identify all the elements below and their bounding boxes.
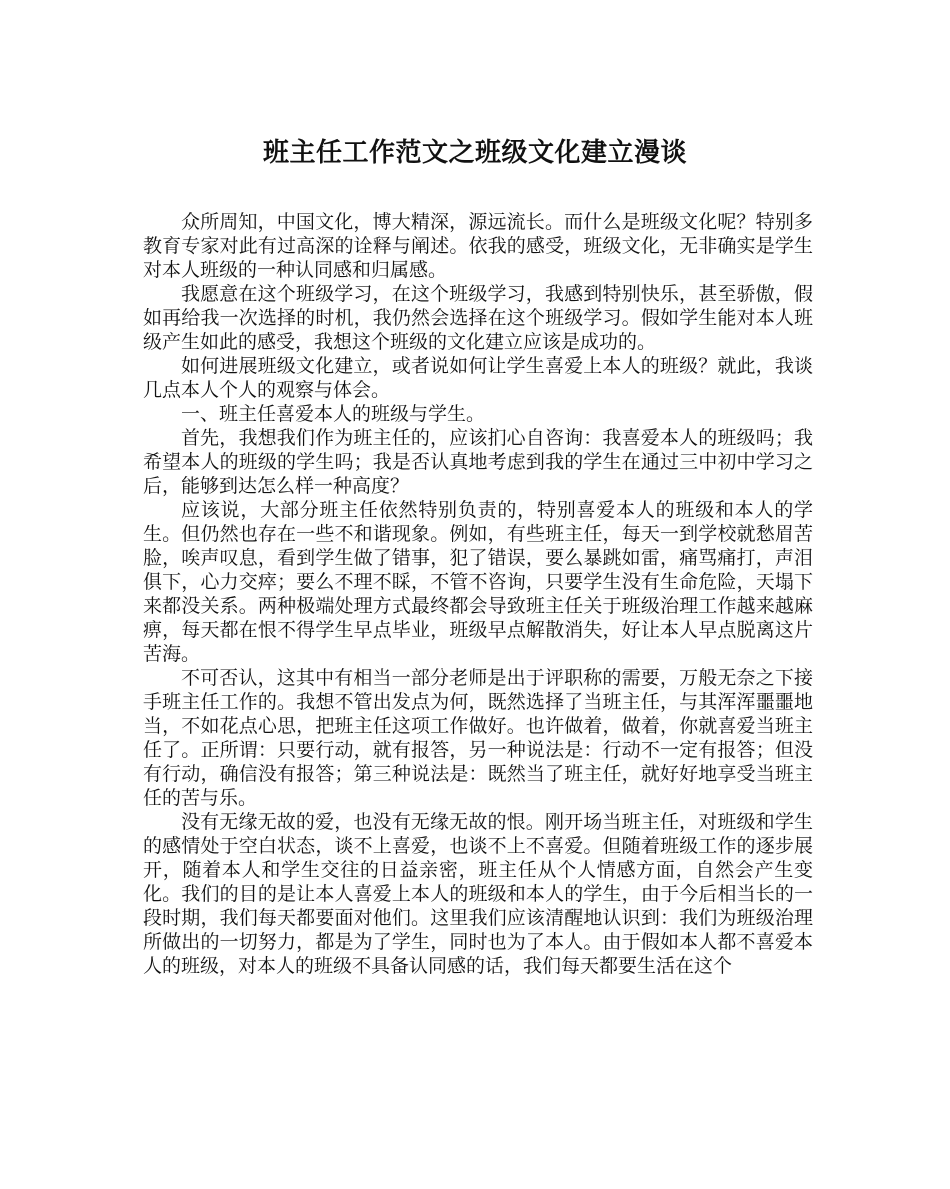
paragraph-2: 我愿意在这个班级学习，在这个班级学习，我感到特别快乐，甚至骄傲，假如再给我一次选择的时机，我仍然会选择在这个班级学习。假如学生能对本人班级产生如此的感受，我想这个班级的文化建立应该是成功的。 bbox=[143, 283, 813, 353]
paragraph-1: 众所周知，中国文化，博大精深，源远流长。而什么是班级文化呢？特别多教育专家对此有过高深的诠释与阐述。依我的感受，班级文化，无非确实是学生对本人班级的一种认同感和归属感。 bbox=[143, 211, 813, 281]
paragraph-3: 如何进展班级文化建立，或者说如何让学生喜爱上本人的班级？就此，我谈几点本人个人的观察与体会。 bbox=[143, 355, 813, 401]
document-body bbox=[143, 210, 813, 978]
paragraph-6: 不可否认，这其中有相当一部分老师是出于评职称的需要，万般无奈之下接手班主任工作的。我想不管出发点为何，既然选择了当班主任，与其浑浑噩噩地当，不如花点心思，把班主任这项工作做好。也许做着，做着，你就喜爱当班主任了。正所谓：只要行动，就有报答，另一种说法是：行动不一定有报答；但没有行动，确信没有报答；第三种说法是：既然当了班主任，就好好地享受当班主任的苦与乐。 bbox=[143, 667, 813, 809]
document-title: 班主任工作范文之班级文化建立漫谈 bbox=[262, 138, 687, 168]
paragraph-7: 没有无缘无故的爱，也没有无缘无故的恨。刚开场当班主任，对班级和学生的感情处于空白状态，谈不上喜爱，也谈不上不喜爱。但随着班级工作的逐步展开，随着本人和学生交往的日益亲密，班主任从个人情感方面，自然会产生变化。我们的目的是让本人喜爱上本人的班级和本人的学生，由于今后相当长的一段时期，我们每天都要面对他们。这里我们应该清醒地认识到：我们为班级治理所做出的一切努力，都是为了学生，同时也为了本人。由于假如本人都不喜爱本人的班级，对本人的班级不具备认同感的话，我们每天都要生活在这个 bbox=[143, 811, 813, 977]
paragraph-4: 首先，我想我们作为班主任的，应该扪心自咨询：我喜爱本人的班级吗；我希望本人的班级的学生吗；我是否认真地考虑到我的学生在通过三中初中学习之后，能够到达怎么样一种高度？ bbox=[143, 427, 813, 497]
section-heading-1: 一、班主任喜爱本人的班级与学生。 bbox=[181, 403, 486, 425]
paragraph-5: 应该说，大部分班主任依然特别负责的，特别喜爱本人的班级和本人的学生。但仍然也存在一些不和谐现象。例如，有些班主任，每天一到学校就愁眉苦脸，唉声叹息，看到学生做了错事，犯了错误，要么暴跳如雷，痛骂痛打，声泪俱下，心力交瘁；要么不理不睬，不管不咨询，只要学生没有生命危险，天塌下来都没关系。两种极端处理方式最终都会导致班主任关于班级治理工作越来越麻痹，每天都在恨不得学生早点毕业，班级早点解散消失，好让本人早点脱离这片苦海。 bbox=[143, 499, 813, 665]
